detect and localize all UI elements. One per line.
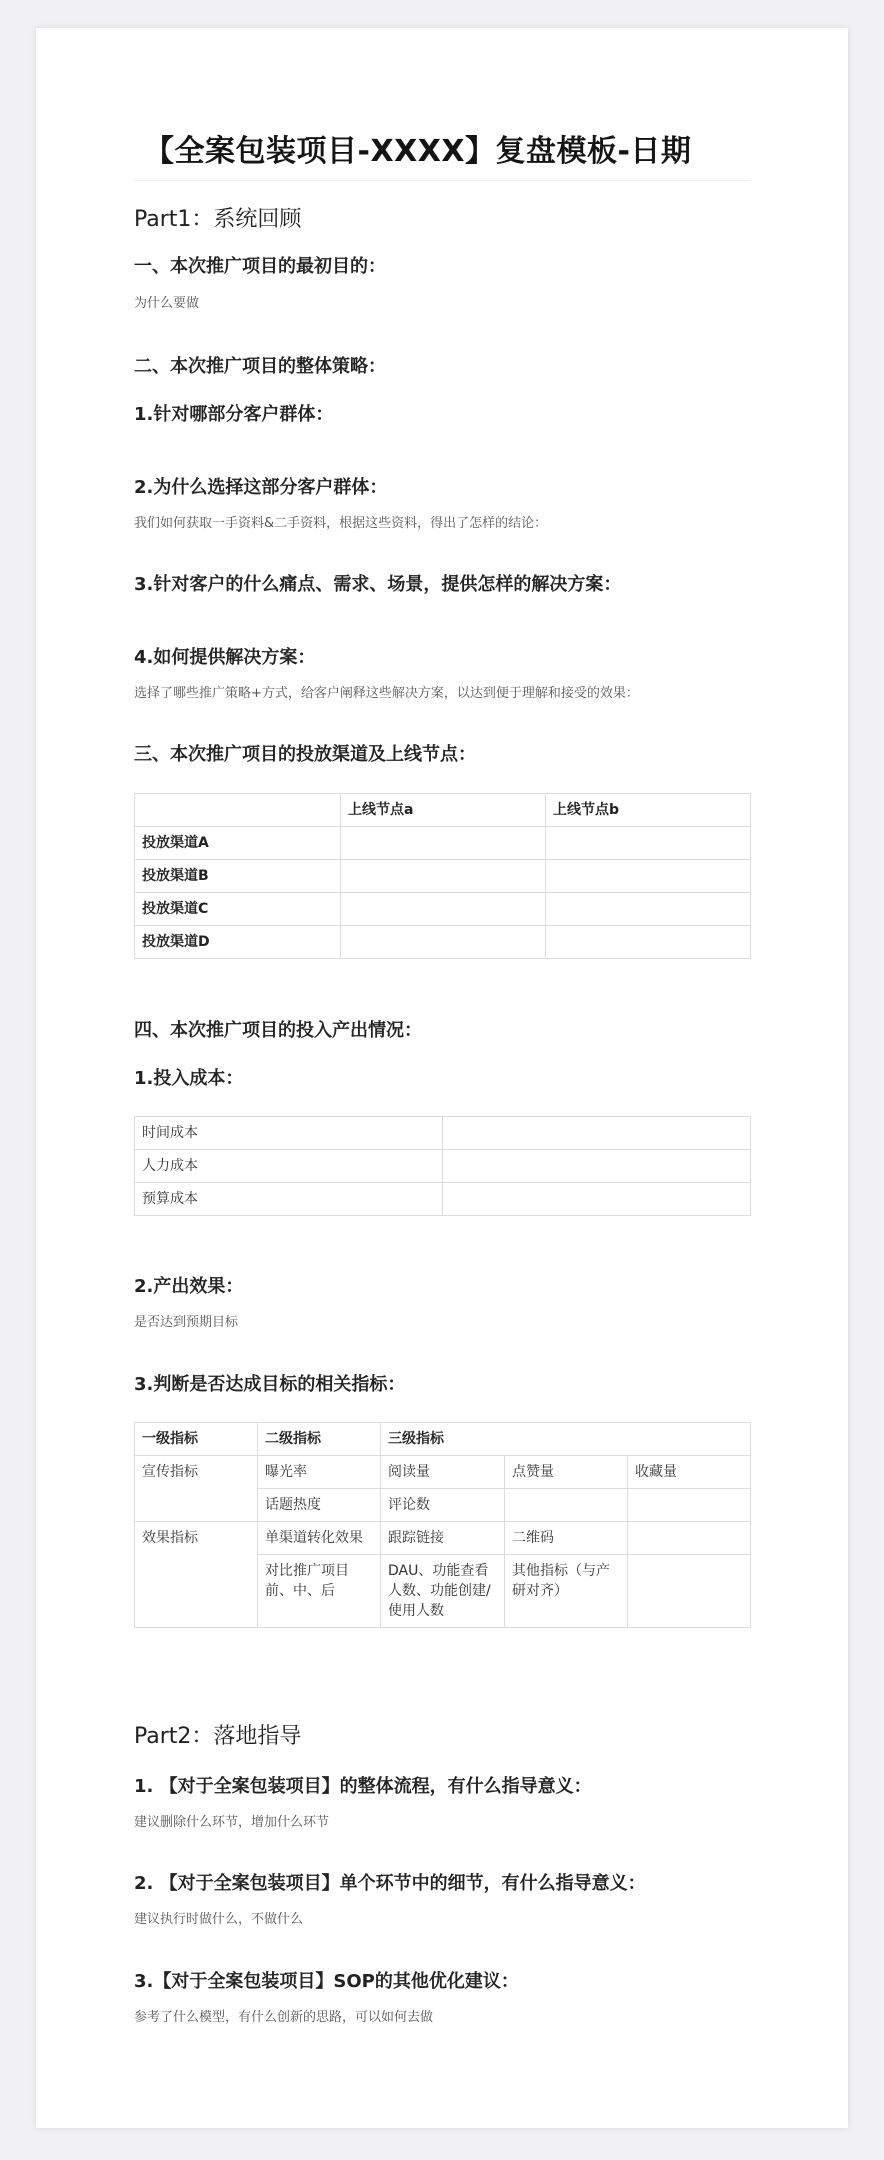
sec1-note: 为什么要做: [134, 296, 200, 311]
table-row: [135, 860, 751, 893]
part2-q3-note: 参考了什么模型，有什么创新的思路，可以如何去做: [134, 2010, 434, 2025]
sec4-q2-note: 是否达到预期目标: [134, 1315, 239, 1330]
table-cell[interactable]: [505, 1489, 628, 1522]
table-cell[interactable]: [628, 1522, 751, 1555]
table-header-row: [135, 1423, 751, 1456]
table-row: [135, 1522, 751, 1555]
table-row: [135, 893, 751, 926]
table-cell: 人力成本: [135, 1150, 443, 1183]
table-cell: 投放渠道C: [135, 893, 341, 926]
table-cell: 二维码: [505, 1522, 628, 1555]
table-row: [135, 1150, 751, 1183]
table-cell: 话题热度: [258, 1489, 381, 1522]
table-cell: 曝光率: [258, 1456, 381, 1489]
sec4-q3: 3.判断是否达成目标的相关指标：: [134, 1374, 406, 1395]
table-cell: 预算成本: [135, 1183, 443, 1216]
sec4-q1: 1.投入成本：: [134, 1068, 244, 1089]
table-row: [135, 926, 751, 959]
sec2-heading: 二、本次推广项目的整体策略：: [134, 356, 386, 377]
cost-table: [134, 1116, 751, 1216]
table-cell: 投放渠道D: [135, 926, 341, 959]
sec3-heading: 三、本次推广项目的投放渠道及上线节点：: [134, 744, 476, 765]
table-cell: 宣传指标: [135, 1456, 258, 1522]
table-cell: 单渠道转化效果: [258, 1522, 381, 1555]
table-cell[interactable]: [628, 1489, 751, 1522]
table-cell[interactable]: [546, 893, 751, 926]
sec2-q2: 2.为什么选择这部分客户群体：: [134, 477, 388, 498]
sec4-heading: 四、本次推广项目的投入产出情况：: [134, 1020, 422, 1041]
table-cell: 投放渠道A: [135, 827, 341, 860]
table-header-cell: 上线节点a: [341, 794, 546, 827]
table-cell: 评论数: [381, 1489, 505, 1522]
table-cell[interactable]: [546, 926, 751, 959]
part2-q2-note: 建议执行时做什么，不做什么: [134, 1912, 304, 1927]
table-header-cell: 上线节点b: [546, 794, 751, 827]
table-row: [135, 1183, 751, 1216]
sec2-q1: 1.针对哪部分客户群体：: [134, 404, 334, 425]
table-cell[interactable]: [443, 1117, 751, 1150]
table-cell[interactable]: [546, 860, 751, 893]
part2-heading: Part2：落地指导: [134, 1724, 302, 1749]
table-cell: 收藏量: [628, 1456, 751, 1489]
table-cell[interactable]: [443, 1150, 751, 1183]
page-title: 【全案包装项目-XXXX】复盘模板-日期: [144, 134, 692, 169]
table-header-cell: 一级指标: [135, 1423, 258, 1456]
sec4-q2: 2.产出效果：: [134, 1276, 244, 1297]
table-cell: 其他指标（与产研对齐）: [505, 1555, 628, 1628]
part2-q3: 3.【对于全案包装项目】SOP的其他优化建议：: [134, 1971, 519, 1992]
title-divider: [134, 180, 750, 181]
part2-q1: 1. 【对于全案包装项目】的整体流程，有什么指导意义：: [134, 1776, 592, 1797]
table-row: [135, 827, 751, 860]
table-cell: 阅读量: [381, 1456, 505, 1489]
table-header-cell: 三级指标: [381, 1423, 751, 1456]
table-cell[interactable]: [546, 827, 751, 860]
table-row: [135, 1456, 751, 1489]
table-cell: 投放渠道B: [135, 860, 341, 893]
sec2-q4: 4.如何提供解决方案：: [134, 647, 316, 668]
table-cell[interactable]: [341, 827, 546, 860]
table-cell: DAU、功能查看人数、功能创建/使用人数: [381, 1555, 505, 1628]
sec2-q2-note: 我们如何获取一手资料&二手资料，根据这些资料，得出了怎样的结论：: [134, 516, 548, 531]
table-cell: 跟踪链接: [381, 1522, 505, 1555]
part2-q2: 2. 【对于全案包装项目】单个环节中的细节，有什么指导意义：: [134, 1873, 646, 1894]
table-header-row: [135, 794, 751, 827]
channels-table: [134, 793, 751, 959]
sec2-q3: 3.针对客户的什么痛点、需求、场景，提供怎样的解决方案：: [134, 574, 622, 595]
table-header-cell: [135, 794, 341, 827]
table-cell: 时间成本: [135, 1117, 443, 1150]
table-row: [135, 1117, 751, 1150]
sec2-q4-note: 选择了哪些推广策略+方式，给客户阐释这些解决方案，以达到便于理解和接受的效果：: [134, 686, 639, 701]
metrics-table: [134, 1422, 751, 1628]
table-cell[interactable]: [341, 926, 546, 959]
table-cell: 效果指标: [135, 1522, 258, 1628]
table-cell[interactable]: [628, 1555, 751, 1628]
table-cell: 点赞量: [505, 1456, 628, 1489]
part2-q1-note: 建议删除什么环节，增加什么环节: [134, 1815, 330, 1830]
part1-heading: Part1：系统回顾: [134, 207, 302, 232]
table-cell: 对比推广项目前、中、后: [258, 1555, 381, 1628]
sec1-heading: 一、本次推广项目的最初目的：: [134, 256, 386, 277]
table-cell[interactable]: [443, 1183, 751, 1216]
table-cell[interactable]: [341, 893, 546, 926]
table-header-cell: 二级指标: [258, 1423, 381, 1456]
table-cell[interactable]: [341, 860, 546, 893]
